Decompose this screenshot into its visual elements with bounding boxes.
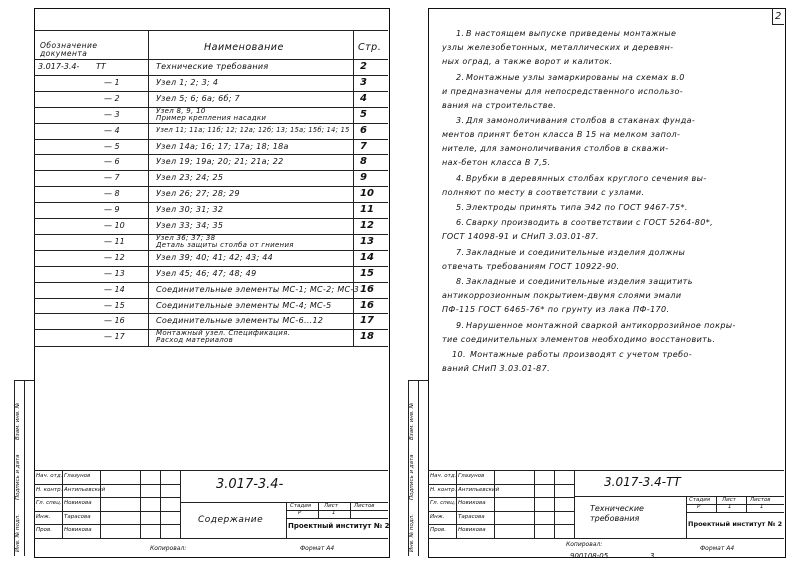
right-doc-code: 3.017-3.4-ТТ <box>604 475 681 489</box>
note-line: антикоррозионным покрытием-двумя слоями эмали <box>442 291 682 301</box>
toc-name-2: Расход материалов <box>156 336 234 345</box>
stamp-role: Н. контр. <box>36 486 63 493</box>
note-line: Сварку производить в соответствии с ГОСТ 5264-80*, <box>466 218 714 228</box>
toc-name: Узел 1; 2; 3; 4 <box>156 77 219 87</box>
toc-page: 7 <box>360 140 367 152</box>
left-doc-title: Содержание <box>198 515 264 525</box>
toc-suffix: — 3 <box>104 109 120 119</box>
note-line: Нарушенное монтажной сваркой антикоррозийное покры- <box>466 320 736 330</box>
stamp-role: Нач. отд. <box>36 473 63 479</box>
toc-page: 10 <box>360 188 374 200</box>
note-line: Закладные и соединительные изделия защитить <box>466 277 693 287</box>
note-line: Врубки в деревянных столбах круглого сечения вы- <box>466 173 707 183</box>
note-line: узлы железобетонных, металлических и деревян- <box>442 43 674 53</box>
toc-page: 18 <box>360 331 374 343</box>
toc-page: 4 <box>360 92 367 104</box>
toc-suffix: ТТ <box>96 62 106 71</box>
right-archive-no: 900108-05 <box>570 552 609 560</box>
stamp-role: Н. контр. <box>430 486 457 493</box>
stamp-name: Новикова <box>64 500 92 507</box>
note-line: нах-бетон класса В 7,5. <box>442 158 551 168</box>
note-line: тие соединительных элементов необходимо восстановить. <box>442 334 716 344</box>
stamp-name: Новикова <box>458 500 486 507</box>
right-doc-title: Технические требования <box>590 504 644 524</box>
note-line: Монтажные работы производят с учетом требо- <box>470 350 692 359</box>
stamp-role: Нач. отд. <box>430 473 457 479</box>
right-copied: Копировал: <box>566 541 603 548</box>
toc-name-2: Деталь защиты столба от гниения <box>156 240 294 249</box>
note-number: 2. <box>456 72 465 82</box>
stamp-name: Антипьевский <box>64 486 106 493</box>
toc-page: 2 <box>360 61 367 72</box>
toc-name: Узел 19; 19а; 20; 21; 21а; 22 <box>156 157 284 167</box>
note-line: ПФ-115 ГОСТ 6465-76* по грунту из лака ПФ-170. <box>442 305 670 315</box>
toc-page: 9 <box>360 172 367 184</box>
note-line: Закладные и соединительные изделия должны <box>466 247 686 257</box>
toc-page: 6 <box>360 124 367 136</box>
toc-name: Узел 14а; 16; 17; 17а; 18; 18а <box>156 141 289 151</box>
note-number: 4. <box>456 173 465 183</box>
toc-page: 15 <box>360 267 374 279</box>
note-number: 7. <box>456 247 465 257</box>
stamp-name: Тарасова <box>458 513 485 520</box>
left-copied: Копировал: <box>150 545 187 552</box>
stamp-role: Инж. <box>430 513 445 520</box>
note-line: ваний СНиП 3.03.01-87. <box>442 364 551 374</box>
toc-name: Узел 39; 40; 41; 42; 43; 44 <box>156 252 274 262</box>
stamp-role: Инж. <box>36 513 51 520</box>
note-line: полняют по месту в соответствии с узлами. <box>442 187 645 197</box>
toc-page: 17 <box>360 315 374 327</box>
toc-page: 8 <box>360 156 367 168</box>
toc-page: 3 <box>360 76 367 88</box>
toc-suffix: — 9 <box>104 205 120 215</box>
right-org: Проектный институт № 2 <box>688 520 783 528</box>
note-line: Монтажные узлы замаркированы на схемах в.0 <box>466 72 685 82</box>
note-line: ментов принят бетон класса В 15 на мелком запол- <box>442 130 681 140</box>
toc-page: 13 <box>360 235 374 247</box>
toc-name: Соединительные элементы МС-1; МС-2; МС-3 <box>156 284 359 294</box>
toc-suffix: — 11 <box>104 236 125 246</box>
toc-suffix: — 13 <box>104 268 125 278</box>
toc-name: Узел 8, 9, 10 <box>156 106 206 115</box>
note-number: 6. <box>456 218 465 228</box>
toc-name: Соединительные элементы МС-4; МС-5 <box>156 300 332 310</box>
toc-suffix: — 15 <box>104 300 125 310</box>
note-line: нителе, для замоноличивания столбов в скважи- <box>442 144 669 154</box>
toc-suffix: — 16 <box>104 316 125 326</box>
toc-page: 11 <box>360 204 374 216</box>
side-label-inv: Инв. № подл. <box>15 514 21 552</box>
toc-code: 3.017-3.4- <box>38 62 80 71</box>
note-number: 10. <box>452 350 466 359</box>
toc-page: 12 <box>360 220 374 231</box>
right-archive-sheet: 3 <box>650 552 655 560</box>
note-line: ГОСТ 14098-91 и СНиП 3.03.01-87. <box>442 232 599 242</box>
toc-name: Технические требования <box>156 62 269 71</box>
toc-suffix: — 7 <box>104 173 120 183</box>
toc-name-2: Пример крепления насадки <box>156 113 267 122</box>
note-line: отвечать требованиям ГОСТ 10922-90. <box>442 261 620 271</box>
header-designation: Обозначение документа <box>40 41 98 58</box>
toc-name: Узел 36; 37; 38 <box>156 233 216 242</box>
toc-suffix: — 12 <box>104 252 125 262</box>
stamp-role: Пров. <box>36 527 52 534</box>
toc-name: Узел 45; 46; 47; 48; 49 <box>156 268 257 278</box>
note-line: и предназначены для непосредственного использо- <box>442 86 684 96</box>
left-doc-code: 3.017-3.4- <box>216 477 284 492</box>
note-line: В настоящем выпуске приведены монтажные <box>466 29 677 38</box>
header-page: Стр. <box>358 42 382 53</box>
toc-name: Узел 30; 31; 32 <box>156 205 224 215</box>
toc-suffix: — 8 <box>104 189 120 199</box>
toc-page: 16 <box>360 299 374 311</box>
toc-name: Соединительные элементы МС-6...12 <box>156 316 324 326</box>
stamp-name: Тарасова <box>64 513 91 520</box>
note-number: 3. <box>456 116 465 125</box>
toc-name: Узел 26; 27; 28; 29 <box>156 189 240 199</box>
note-number: 9. <box>456 320 465 330</box>
right-page-number: 2 <box>775 11 782 22</box>
side-label-replace: Взам. инв. № <box>15 402 21 440</box>
left-format: Формат А4 <box>300 545 335 552</box>
toc-suffix: — 4 <box>104 125 120 135</box>
toc-page: 5 <box>360 108 367 120</box>
toc-suffix: — 5 <box>104 141 120 151</box>
left-org: Проектный институт № 2 <box>288 522 390 530</box>
stamp-name: Глазунов <box>64 473 91 479</box>
toc-suffix: — 2 <box>104 93 120 103</box>
stamp-role: Гл. спец. <box>36 500 62 507</box>
header-name: Наименование <box>204 42 284 53</box>
toc-name: Монтажный узел. Спецификация. <box>156 329 291 338</box>
toc-name: Узел 33; 34; 35 <box>156 221 224 230</box>
note-number: 5. <box>456 203 465 212</box>
stamp-name: Новикова <box>64 527 92 534</box>
stamp-role: Пров. <box>430 527 446 534</box>
note-line: вания на строительстве. <box>442 100 557 110</box>
note-line: Для замоноличивания столбов в стаканах фунда- <box>466 116 696 125</box>
stamp-role: Гл. спец. <box>430 500 456 507</box>
right-format: Формат А4 <box>700 545 735 552</box>
toc-suffix: — 10 <box>104 221 125 230</box>
stamp-name: Глазунов <box>458 473 485 479</box>
note-line: Электроды принять типа Э42 по ГОСТ 9467-75*. <box>466 203 688 212</box>
toc-suffix: — 1 <box>104 77 120 87</box>
toc-name: Узел 11; 11а; 11б; 12; 12а; 12б; 13; 15а; 15б; 14; 15 <box>156 125 350 134</box>
toc-page: 16 <box>360 283 374 295</box>
toc-suffix: — 14 <box>104 284 125 294</box>
toc-suffix: — 6 <box>104 157 120 167</box>
toc-suffix: — 17 <box>104 332 125 342</box>
stamp-name: Новикова <box>458 527 486 534</box>
note-number: 8. <box>456 277 465 287</box>
toc-page: 14 <box>360 251 374 263</box>
note-line: ных оград, а также ворот и калиток. <box>442 57 613 67</box>
toc-name: Узел 23; 24; 25 <box>156 173 224 183</box>
side-label-sign: Подпись и дата <box>15 454 21 500</box>
stamp-name: Антипьевский <box>458 486 500 493</box>
toc-name: Узел 5; 6; 6а; 6б; 7 <box>156 93 240 103</box>
note-number: 1. <box>456 29 465 38</box>
